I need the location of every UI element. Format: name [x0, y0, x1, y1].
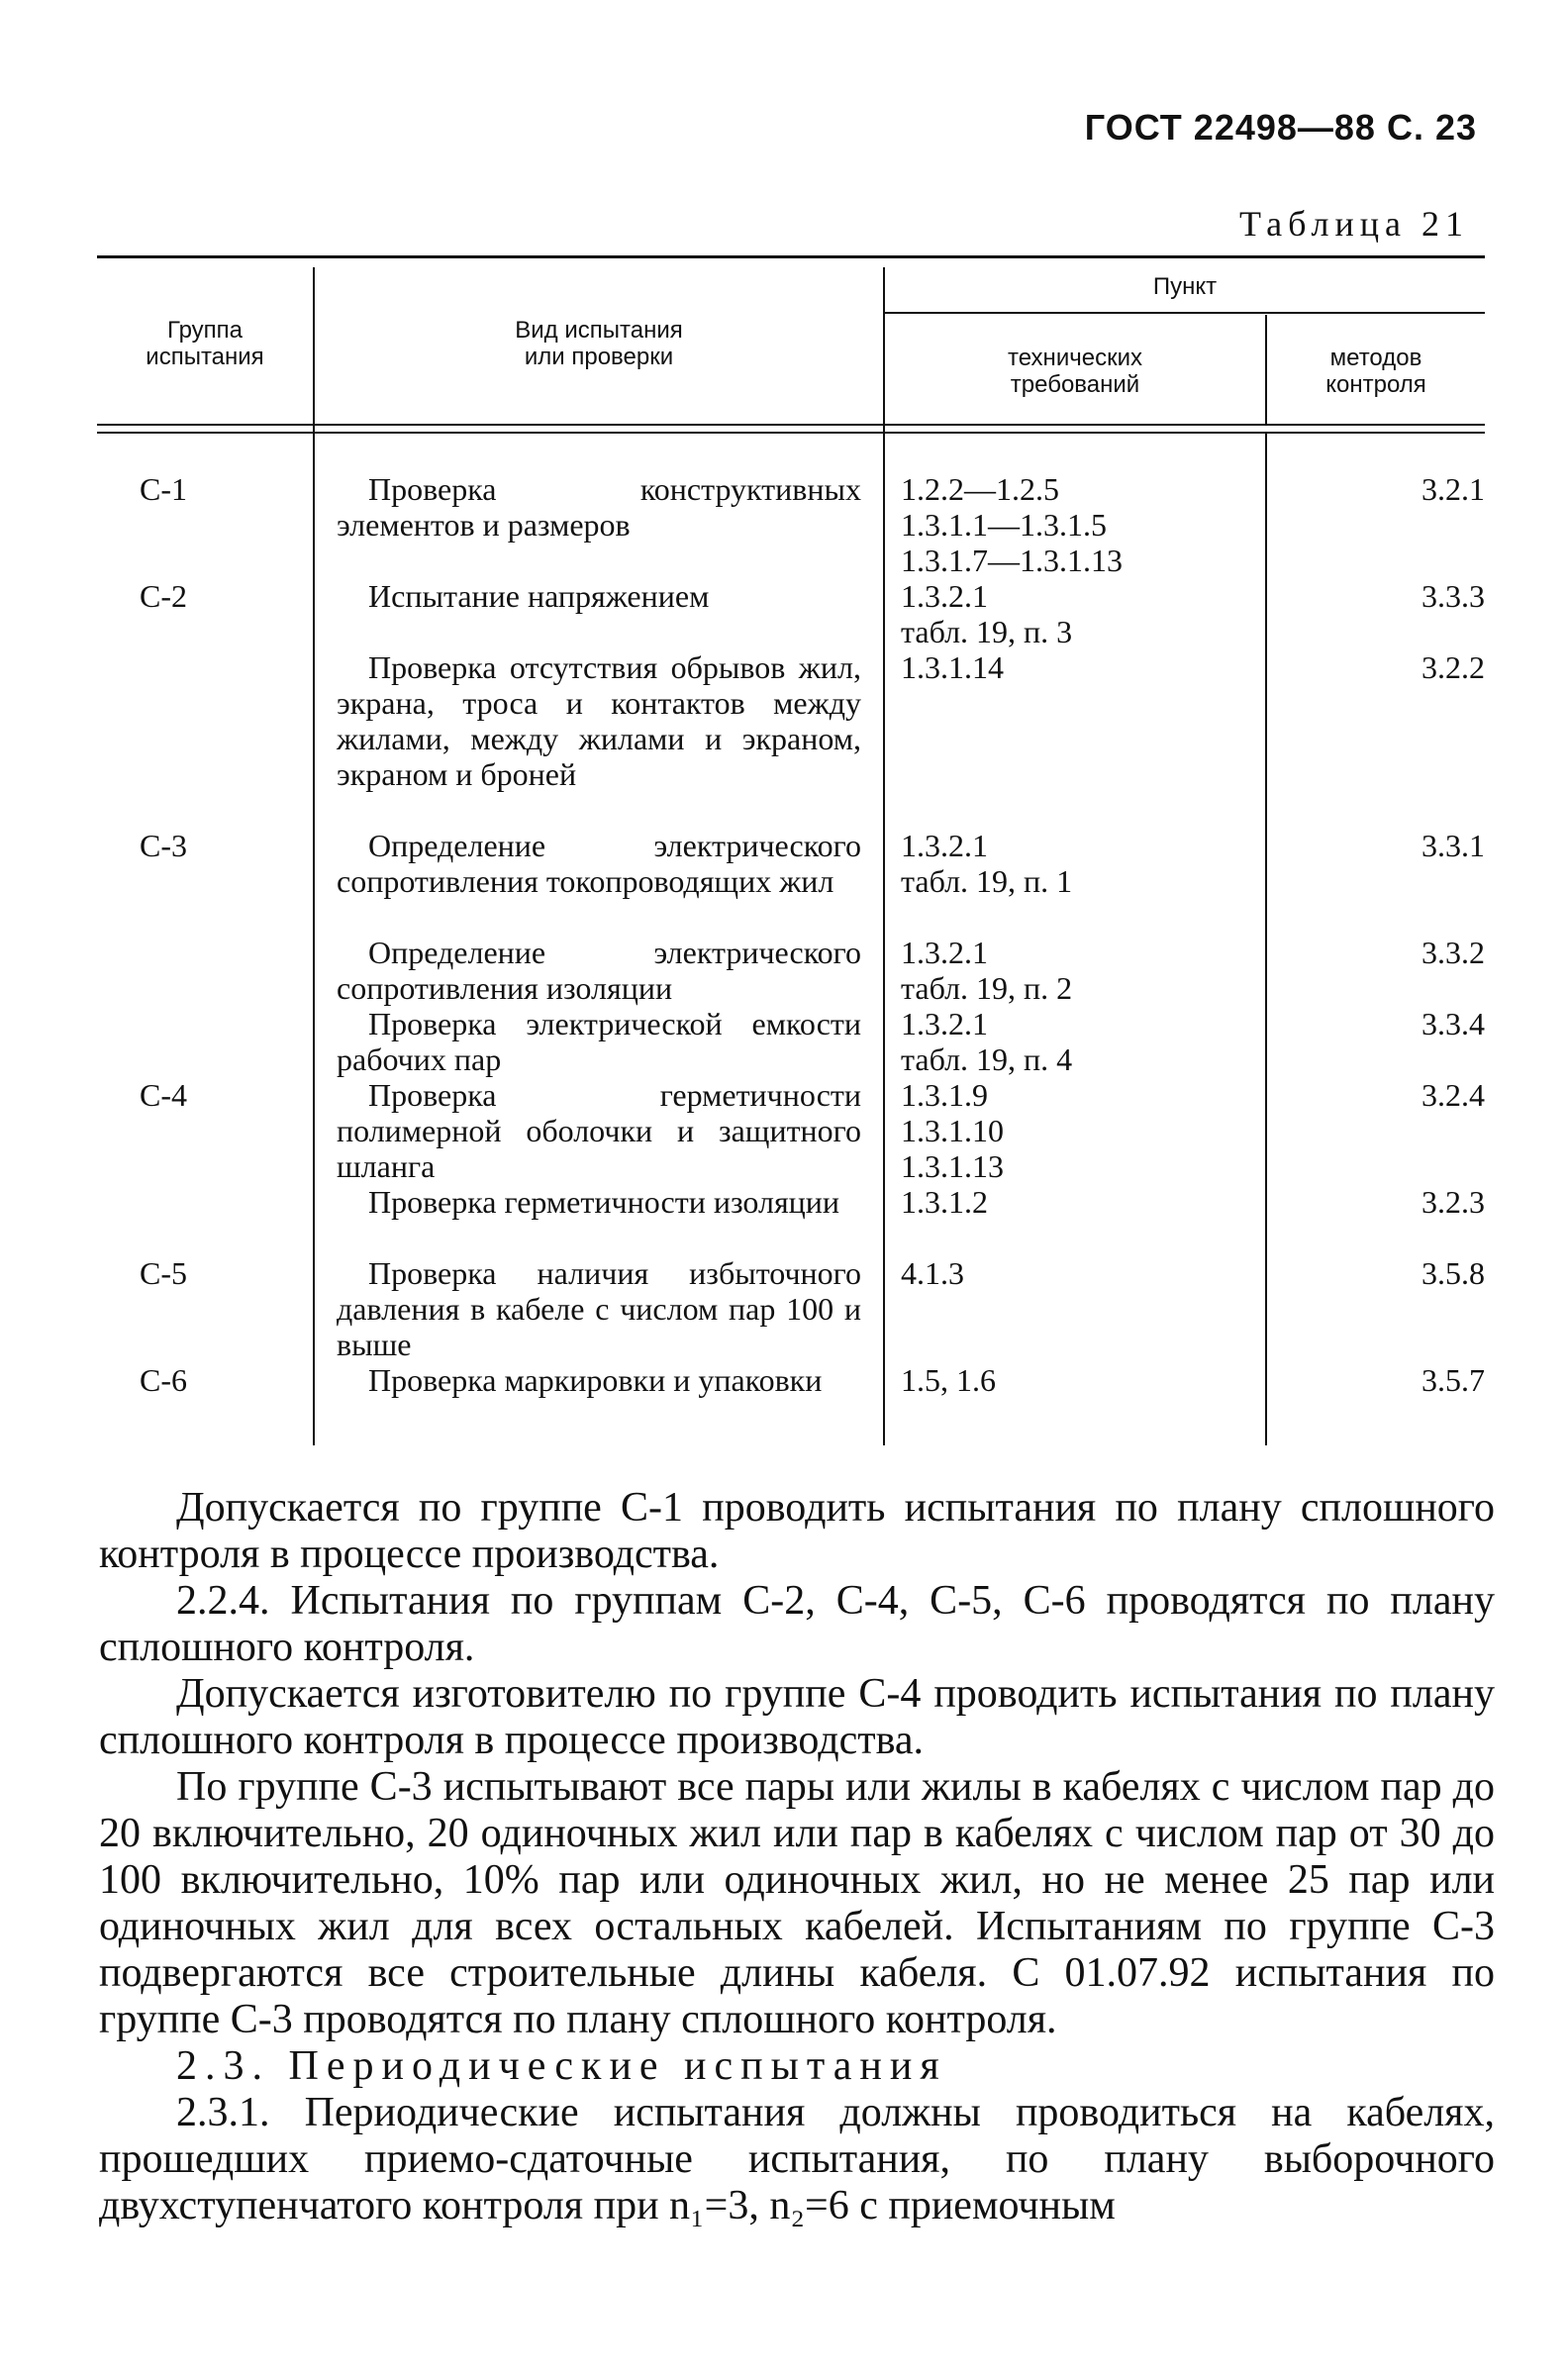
test-text: Испытание напряжением	[368, 578, 710, 614]
group-cell: С-2	[140, 578, 187, 614]
header-rule-2	[97, 432, 1485, 434]
group-cell: С-4	[140, 1077, 187, 1113]
test-cell	[337, 935, 861, 1006]
method-cell: 3.3.3	[1421, 578, 1485, 614]
tech-req-cell: 1.3.2.1 табл. 19, п. 4	[901, 1006, 1073, 1077]
tech-req-cell: 1.3.2.1 табл. 19, п. 3	[901, 578, 1073, 649]
tech-req-cell: 1.3.1.9 1.3.1.10 1.3.1.13	[901, 1077, 1004, 1184]
section-heading: 2.3. Периодические испытания	[176, 2043, 947, 2089]
test-text: Проверка герметичности полимерной оболочки и защитного шланга	[337, 1077, 861, 1184]
tech-req-cell: 1.5, 1.6	[901, 1362, 996, 1398]
group-cell: С-1	[140, 471, 187, 507]
paragraph: Допускается изготовителю по группе С-4 проводить испытания по плану сплошного контроля в процессе производства.	[99, 1671, 1495, 1763]
header-tech-req: технических требований	[1008, 345, 1142, 398]
header-clause: Пункт	[1152, 273, 1218, 300]
col-divider-1	[313, 267, 315, 1445]
header-rule-1	[97, 424, 1485, 426]
test-cell	[337, 1362, 861, 1398]
tech-req-cell: 1.3.1.14	[901, 649, 1004, 685]
test-text: Проверка наличия избыточного давления в кабеле с числом пар 100 и выше	[337, 1255, 861, 1362]
test-text: Проверка герметичности изоляции	[368, 1184, 840, 1220]
method-cell: 3.3.2	[1421, 935, 1485, 970]
method-cell: 3.2.1	[1421, 471, 1485, 507]
tech-req-cell: 4.1.3	[901, 1255, 964, 1291]
group-cell: С-3	[140, 828, 187, 863]
group-cell: С-5	[140, 1255, 187, 1291]
table-caption: Таблица 21	[1239, 204, 1469, 244]
body-text	[99, 1485, 1495, 2229]
paragraph: 2.2.4. Испытания по группам С-2, С-4, С-5, С-6 проводятся по плану сплошного контроля.	[99, 1578, 1495, 1670]
test-text: Проверка маркировки и упаковки	[368, 1362, 823, 1398]
col-divider-2	[883, 267, 885, 1445]
header-group: Группа испытания	[146, 317, 264, 370]
test-cell	[337, 1184, 861, 1220]
test-cell	[337, 1006, 861, 1077]
test-text: Проверка отсутствия обрывов жил, экрана, троса и контактов между жилами, между жилами и экраном, экраном и броней	[337, 649, 861, 792]
method-cell: 3.3.4	[1421, 1006, 1485, 1041]
method-cell: 3.2.4	[1421, 1077, 1485, 1113]
test-text: Проверка конструктивных элементов и размеров	[337, 471, 861, 543]
test-text: Определение электрического сопротивления токопроводящих жил	[337, 828, 861, 899]
group-cell: С-6	[140, 1362, 187, 1398]
clause-subheader-rule	[883, 312, 1485, 314]
paragraph: 2.3.1. Периодические испытания должны проводиться на кабелях, прошедших приемо-сдаточные испытания, по плану выборочного двухступенчатого контроля при n₁=3, n₂=6 с приемочным	[99, 2090, 1495, 2228]
table-top-rule	[97, 255, 1485, 258]
test-text: Определение электрического сопротивления изоляции	[337, 935, 861, 1006]
method-cell: 3.5.8	[1421, 1255, 1485, 1291]
page-header: ГОСТ 22498—88 С. 23	[1084, 107, 1477, 148]
test-cell	[337, 471, 861, 543]
tech-req-cell: 1.2.2—1.2.5 1.3.1.1—1.3.1.5 1.3.1.7—1.3.1.13	[901, 471, 1123, 578]
tech-req-cell: 1.3.1.2	[901, 1184, 988, 1220]
tech-req-cell: 1.3.2.1 табл. 19, п. 2	[901, 935, 1073, 1006]
test-cell	[337, 1255, 861, 1362]
header-methods: методов контроля	[1325, 345, 1426, 398]
paragraph: Допускается по группе С-1 проводить испытания по плану сплошного контроля в процессе производства.	[99, 1485, 1495, 1577]
test-cell	[337, 828, 861, 899]
paragraph: По группе С-3 испытывают все пары или жилы в кабелях с числом пар до 20 включительно, 20 одиночных жил или пар в кабелях с числом пар от 30 до 100 включительно, 10% пар или одиночных жил, но не менее 25 пар или одиночных жил для всех остальных кабелей. Испытаниям по группе С-3 подвергаются все строительные длины кабеля. С 01.07.92 испытания по группе С-3 проводятся по плану сплошного контроля.	[99, 1764, 1495, 2042]
test-text: Проверка электрической емкости рабочих пар	[337, 1006, 861, 1077]
method-cell: 3.5.7	[1421, 1362, 1485, 1398]
method-cell: 3.2.2	[1421, 649, 1485, 685]
method-cell: 3.2.3	[1421, 1184, 1485, 1220]
header-test-type: Вид испытания или проверки	[515, 317, 683, 370]
test-cell	[337, 578, 861, 614]
tech-req-cell: 1.3.2.1 табл. 19, п. 1	[901, 828, 1073, 899]
test-cell	[337, 649, 861, 792]
test-cell	[337, 1077, 861, 1184]
method-cell: 3.3.1	[1421, 828, 1485, 863]
